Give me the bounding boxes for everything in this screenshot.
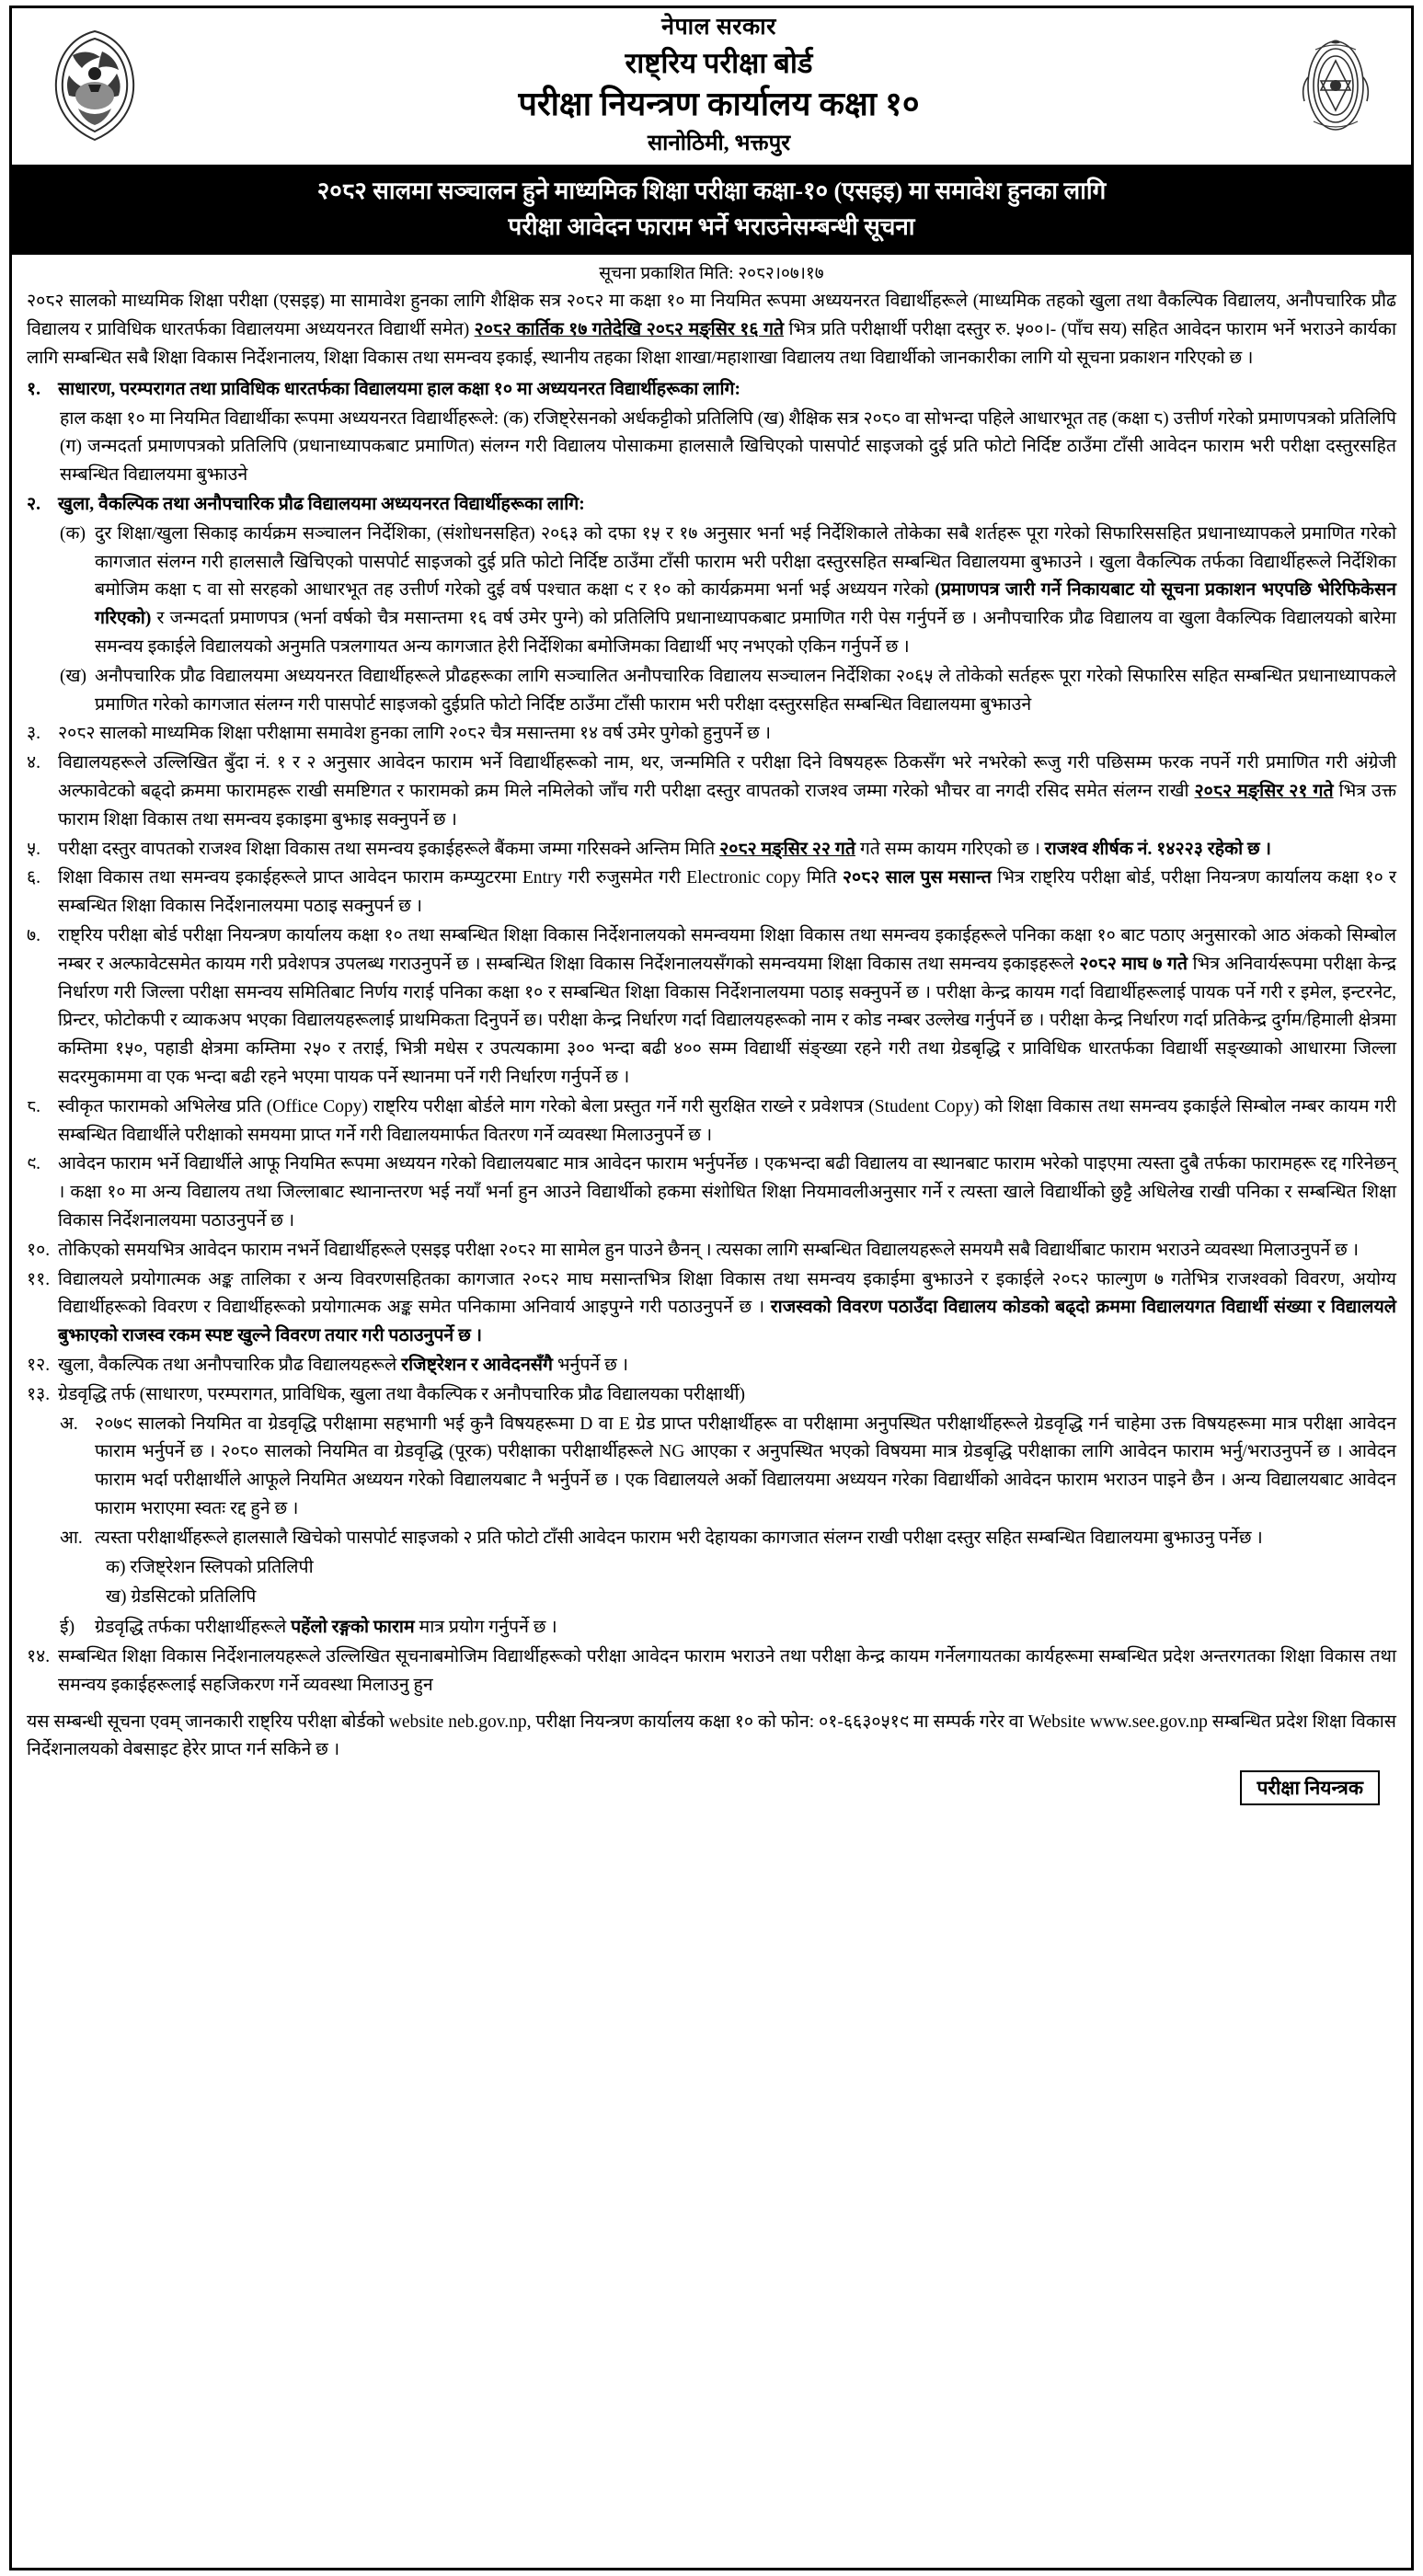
item-13-doc-1: क) रजिष्ट्रेशन स्लिपको प्रतिलिपी bbox=[106, 1557, 314, 1577]
item-11-bold: राजस्वको विवरण पठाउँदा विद्यालय कोडको बढ्दो क्रममा विद्यालयगत विद्यार्थी संख्या र विद्यालयले बुझाएको राजस्व रकम स्पष्ट खुल्ने विवरण तयार गरी पठाउनुपर्ने छ । bbox=[58, 1298, 1396, 1346]
item-7-deadline: २०८२ माघ ७ गते bbox=[1079, 954, 1188, 974]
item-13-sub-a bbox=[27, 1411, 1396, 1524]
item-10-number: १०. bbox=[27, 1240, 51, 1260]
item-13 bbox=[27, 1381, 1396, 1410]
item-5 bbox=[27, 836, 1396, 864]
item-6-text-b: भित्र राष्ट्रिय परीक्षा बोर्ड, परीक्षा नियन्त्रण कार्यालय कक्षा १० र सम्बन्धित शिक्षा विकास निर्देशनालयमा पठाइ सक्नुपर्न छ । bbox=[58, 868, 1396, 917]
item-9-body: आवेदन फाराम भर्ने विद्यार्थीले आफू नियमित रूपमा अध्ययन गरेको विद्यालयबाट मात्र आवेदन फाराम भर्नुपर्नेछ । एकभन्दा बढी विद्यालय वा स्थानबाट फाराम भरेको पाइएमा त्यस्ता दुबै तर्फका फारामहरू रद्द गरिनेछन् । कक्षा १० मा अन्य विद्यालय तथा जिल्लाबाट स्थानान्तरण भई नयाँ भर्ना हुन आउने विद्यार्थीको हकमा संशोधित शिक्षा नियमावलीअनुसार गर्ने र त्यस्ता खाले विद्यार्थीको छुट्टै अधिलेख राखी पनिका र सम्बन्धित शिक्षा विकास निर्देशनालयमा पठाउनुपर्ने छ । bbox=[58, 1154, 1396, 1231]
item-1-body: हाल कक्षा १० मा नियमित विद्यार्थीका रूपमा अध्ययनरत विद्यार्थीहरूले: (क) रजिष्ट्रेसनको अर्धकट्टीको प्रतिलिपि (ख) शैक्षिक सत्र २०८० वा सोभन्दा पहिले आधारभूत तह (कक्षा ८) उत्तीर्ण गरेको प्रमाणपत्रको प्रतिलिपि (ग) जन्मदर्ता प्रमाणपत्रको प्रतिलिपि (प्रधानाध्यापकबाट प्रमाणित) संलग्न गरी विद्यालय पोसाकमा हालसालै खिचिएको पासपोर्ट साइजको दुई प्रति फोटो निर्दिष्ट ठाउँमा टाँसी आवेदन फाराम भरी परीक्षा दस्तुरसहित सम्बन्धित विद्यालयमा बुझाउने bbox=[60, 408, 1396, 486]
item-8-number: ८. bbox=[27, 1096, 41, 1116]
item-12-text-a: खुला, वैकल्पिक तथा अनौपचारिक प्रौढ विद्यालयहरूले bbox=[58, 1355, 402, 1375]
item-3-body: २०८२ सालको माध्यमिक शिक्षा परीक्षामा समावेश हुनका लागि २०८२ चैत्र मसान्तमा १४ वर्ष उमेर पुगेको हुनुपर्ने छ । bbox=[58, 724, 772, 744]
item-5-text-a: परीक्षा दस्तुर वापतको राजश्व शिक्षा विकास तथा समन्वय इकाईहरूले बैंकमा जम्मा गरिसक्ने अन्तिम मिति bbox=[58, 839, 720, 859]
item-2-sub-ka-text-c: र जन्मदर्ता प्रमाणपत्र (भर्ना वर्षको चैत्र मसान्तमा १६ वर्ष उमेर पुग्ने) को प्रतिलिपि प्रधानाध्यापकबाट प्रमाणित गरी पेस गर्नुपर्ने छ । अनौपचारिक प्रौढ विद्यालय वा खुला वैकल्पिक विद्यालयको बारेमा समन्वय इकाईले विद्यालयको अनुमति पत्रलगायत अन्य कागजात हेरी निर्देशिका बमोजिमका विद्यार्थी भए नभएको एकिन गर्नुपर्ने छ । bbox=[95, 609, 1396, 658]
item-11-body bbox=[58, 1266, 1396, 1351]
item-2-sub-ka bbox=[27, 521, 1396, 662]
item-10 bbox=[27, 1237, 1396, 1265]
item-7-number: ७. bbox=[27, 926, 41, 946]
item-13-sub-aa-label: आ. bbox=[60, 1528, 83, 1548]
board-line: राष्ट्रिय परीक्षा बोर्ड bbox=[625, 46, 813, 79]
item-9-number: ९. bbox=[27, 1154, 41, 1174]
item-12-bold: रजिष्ट्रेशन र आवेदनसँगै bbox=[401, 1355, 553, 1375]
item-4-text-b: भित्र उक्त फाराम शिक्षा विकास तथा समन्वय इकाइमा बुझाइ सक्नुपर्ने छ । bbox=[58, 782, 1396, 830]
item-11-number: ११. bbox=[27, 1269, 51, 1289]
footer-contact-note: यस सम्बन्धी सूचना एवम् जानकारी राष्ट्रिय परीक्षा बोर्डको website neb.gov.np, परीक्षा नियन्त्रण कार्यालय कक्षा १० को फोन: ०१-६६३०५१९ मा सम्पर्क गरेर वा Website www.see.gov.np सम्बन्धित प्रदेश शिक्षा विकास निर्देशनालयको वेबसाइट हेरेर प्राप्त गर्न सकिने छ । bbox=[27, 1712, 1396, 1760]
item-2-sub-kha-body: अनौपचारिक प्रौढ विद्यालयमा अध्ययनरत विद्यार्थीहरूले प्रौढहरूका लागि सञ्चालित अनौपचारिक विद्यालय सञ्चालन निर्देशिका २०६५ ले तोकेको सर्तहरू पूरा गरेको सिफारिस सहित सम्बन्धित प्रधानाध्यापकले प्रमाणित गरेको कागजात संलग्न गरी पासपोर्ट साइजको दुईप्रति फोटो निर्दिष्ट ठाउँमा टाँसी फाराम भरी परीक्षा दस्तुरसहित सम्बन्धित विद्यालयमा बुझाउने bbox=[95, 666, 1396, 715]
item-3-number: ३. bbox=[27, 724, 41, 744]
intro-text-2: भित्र प्रति परीक्षार्थी परीक्षा दस्तुर रु. ५००।- (पाँच सय) सहित आवेदन फाराम भर्ने भराउने कार्यका लागि सम्बन्धित सबै शिक्षा विकास निर्देशनालय, शिक्षा विकास तथा समन्वय इकाई, स्थानीय तहका शिक्षा शाखा/महाशाखा विद्यालय तथा विद्यार्थीको जानकारीका लागि यो सूचना प्रकाशन गरिएको छ । bbox=[27, 320, 1396, 369]
notice-border bbox=[9, 6, 1414, 2570]
banner-line-2: परीक्षा आवेदन फाराम भर्ने भराउनेसम्बन्धी सूचना bbox=[508, 213, 915, 241]
item-13-sub-e bbox=[27, 1614, 1396, 1643]
item-10-body: तोकिएको समयभित्र आवेदन फाराम नभर्ने विद्यार्थीहरूले एसइइ परीक्षा २०८२ मा सामेल हुन पाउने छैनन् । त्यसका लागि सम्बन्धित विद्यालयहरूले समयमै सबै विद्यार्थीबाट फाराम भराउने व्यवस्था मिलाउनुपर्ने छ । bbox=[58, 1240, 1360, 1260]
notice-content bbox=[12, 286, 1411, 1700]
item-11 bbox=[27, 1266, 1396, 1351]
item-13-sub-e-bold: पहेंलो रङ्गको फाराम bbox=[291, 1618, 415, 1638]
item-13-sub-e-text-a: ग्रेडवृद्धि तर्फका परीक्षार्थीहरूले bbox=[95, 1618, 292, 1638]
intro-date-highlight: २०८२ कार्तिक १७ गतेदेखि २०८२ मङ्सिर १६ गते bbox=[474, 320, 785, 340]
item-14 bbox=[27, 1643, 1396, 1700]
item-2-sub-kha bbox=[27, 663, 1396, 720]
item-13-sub-aa bbox=[27, 1525, 1396, 1553]
item-1-heading: साधारण, परम्परागत तथा प्राविधिक धारतर्फका विद्यालयमा हाल कक्षा १० मा अध्ययनरत विद्यार्थीहरूका लागि: bbox=[58, 379, 740, 399]
item-13-sub-e-label: ई) bbox=[60, 1618, 75, 1638]
item-13-number: १३. bbox=[27, 1384, 51, 1404]
item-2-sub-ka-text-a: दुर शिक्षा/खुला सिकाइ कार्यक्रम सञ्चालन निर्देशिका, (संशोधनसहित) २०६३ को दफा १५ र १७ अनुसार भर्ना भई निर्देशिकाले तोकेका सबै शर्तहरू पूरा गरेको सिफारिससहित प्रधानाध्यापकले प्रमाणित गरेको कागजात संलग्न गरी हालसालै खिचिएको पासपोर्ट साइजको दुई प्रति फोटो निर्दिष्ट ठाउँमा टाँसी फाराम भरी परीक्षा दस्तुरसहित सम्बन्धित विद्यालयमा बुझाउने । खुला वैकल्पिक तर्फका विद्यार्थीहरूले निर्देशिका बमोजिम कक्षा ८ वा सो सरहको आधारभूत तह उत्तीर्ण गरेको दुई वर्ष पश्चात कक्षा ९ र १० को कार्यक्रममा भर्ना भई अध्ययन गरेको bbox=[95, 523, 1396, 601]
item-5-body bbox=[58, 836, 1396, 864]
item-2 bbox=[27, 491, 1396, 520]
item-3 bbox=[27, 720, 1396, 749]
item-9 bbox=[27, 1151, 1396, 1235]
item-6-text-a: शिक्षा विकास तथा समन्वय इकाईहरूले प्राप्त आवेदन फाराम कम्प्युटरमा Entry गरी रुजुसमेत गरी Electronic copy मिति bbox=[58, 868, 843, 888]
item-13-heading: ग्रेडवृद्धि तर्फ (साधारण, परम्परागत, प्राविधिक, खुला तथा वैकल्पिक र अनौपचारिक प्रौढ विद्यालयका परीक्षार्थी) bbox=[58, 1384, 745, 1404]
item-13-doc-2: ख) ग्रेडसिटको प्रतिलिपि bbox=[106, 1587, 257, 1608]
item-6-body bbox=[58, 864, 1396, 922]
item-6 bbox=[27, 864, 1396, 922]
item-5-number: ५. bbox=[27, 839, 41, 859]
item-7-text-a: राष्ट्रिय परीक्षा बोर्ड परीक्षा नियन्त्रण कार्यालय कक्षा १० तथा सम्बन्धित शिक्षा विकास निर्देशनालयको समन्वयमा शिक्षा विकास तथा समन्वय इकाईहरूले पनिका कक्षा १० बाट पठाए अनुसारको आठ अंकको सिम्बोल नम्बर र अल्फावेटसमेत कायम गरी प्रवेशपत्र उपलब्ध गराउनुपर्ने छ । सम्बन्धित शिक्षा विकास निर्देशनालयसँगको समन्वयमा शिक्षा विकास तथा समन्वय इकाइहरूले bbox=[58, 926, 1396, 974]
item-14-number: १४. bbox=[27, 1646, 51, 1666]
place-line: सानोठिमी, भक्तपुर bbox=[647, 132, 791, 156]
item-2-sub-ka-bold: (प्रमाणपत्र जारी गर्ने निकायबाट यो सूचना प्रकाशन भएपछि भेरिफिकेसन गरिएको) bbox=[95, 580, 1396, 629]
intro-text-1: २०८२ सालको माध्यमिक शिक्षा परीक्षा (एसइइ) मा सामावेश हुनका लागि शैक्षिक सत्र २०८२ मा कक्षा १० मा नियमित रूपमा अध्ययनरत विद्यार्थीहरूले (माध्यमिक तहको खुला तथा वैकल्पिक विद्यालय, अनौपचारिक प्रौढ विद्यालय र प्राविधिक धारतर्फका विद्यालयमा अध्ययनरत विद्यार्थी समेत) bbox=[27, 292, 1396, 340]
item-4 bbox=[27, 750, 1396, 834]
item-1 bbox=[27, 376, 1396, 405]
publication-date: सूचना प्रकाशित मिति: २०८२।०७।१७ bbox=[599, 264, 824, 284]
notice-banner bbox=[12, 165, 1411, 255]
item-2-heading: खुला, वैकल्पिक तथा अनौपचारिक प्रौढ विद्यालयमा अध्ययनरत विद्यार्थीहरूका लागि: bbox=[58, 495, 585, 515]
item-2-number: २. bbox=[27, 495, 41, 515]
item-13-sub-a-label: अ. bbox=[60, 1414, 78, 1434]
item-4-text-a: विद्यालयहरूले उल्लिखित बुँदा नं. १ र २ अनुसार आवेदन फाराम भर्ने विद्यार्थीहरूको नाम, थर, जन्ममिति र परीक्षा दिने विषयहरू ठिकसँग भरे नभरेको रूजु गरी पछिसम्म फरक नपर्ने गरी प्रमाणित गरी अंग्रेजी अल्फावेटको बढ्दो क्रममा फारामहरू राखी समष्टिगत र फारामको क्रम मिले नमिलेको जाँच गरी परीक्षा दस्तुर वापतको राजश्व जम्मा गरेको भौचर वा नगदी रसिद समेत संलग्न राखी bbox=[58, 753, 1396, 802]
item-13-sub-e-body bbox=[95, 1614, 1396, 1643]
item-8-body: स्वीकृत फारामको अभिलेख प्रति (Office Copy) राष्ट्रिय परीक्षा बोर्डले माग गरेको बेला प्रस्तुत गर्ने गरी सुरक्षित राख्ने र प्रवेशपत्र (Student Copy) को शिक्षा विकास तथा समन्वय इकाईले सिम्बोल नम्बर कायम गरी सम्बन्धित विद्यार्थीले परीक्षाको समयमा प्राप्त गर्ने गरी विद्यालयमार्फत वितरण गर्ने व्यवस्था मिलाउनुपर्ने छ । bbox=[58, 1096, 1396, 1145]
item-12-text-b: भर्नुपर्ने छ । bbox=[552, 1355, 629, 1375]
item-2-sub-kha-label: (ख) bbox=[60, 666, 86, 686]
item-1-number: १. bbox=[27, 379, 41, 399]
item-6-number: ६. bbox=[27, 868, 41, 888]
masthead bbox=[12, 8, 1411, 159]
item-13-sub-e-text-b: मात्र प्रयोग गर्नुपर्ने छ । bbox=[414, 1618, 557, 1638]
item-13-sub-aa-body: त्यस्ता परीक्षार्थीहरूले हालसालै खिचेको पासपोर्ट साइजको २ प्रति फोटो टाँसी आवेदन फाराम भरी देहायका कागजात संलग्न राखी परीक्षा दस्तुर सहित सम्बन्धित विद्यालयमा बुझाउनु पर्नेछ । bbox=[95, 1528, 1263, 1548]
item-7 bbox=[27, 922, 1396, 1093]
national-examination-board-logo bbox=[1291, 31, 1380, 140]
item-4-deadline: २०८२ मङ्सिर २१ गते bbox=[1194, 782, 1334, 802]
office-line: परीक्षा नियन्त्रण कार्यालय कक्षा १० bbox=[518, 86, 920, 123]
item-5-text-b: गते सम्म कायम गरिएको छ । bbox=[855, 839, 1045, 859]
item-7-body bbox=[58, 922, 1396, 1093]
item-5-revenue-code: राजश्व शीर्षक नं. १४२२३ रहेको छ । bbox=[1044, 839, 1271, 859]
item-5-deadline: २०८२ मङ्सिर २२ गते bbox=[719, 839, 855, 859]
controller-of-examinations-signature: परीक्षा नियन्त्रक bbox=[1240, 1770, 1380, 1805]
item-11-text-a: विद्यालयले प्रयोगात्मक अङ्क तालिका र अन्य विवरणसहितका कागजात २०८२ माघ मसान्तभित्र शिक्षा विकास तथा समन्वय इकाईमा बुझाउने र इकाईले २०८२ फाल्गुण ७ गतेभित्र राजश्वको विवरण, अयोग्य विद्यार्थीहरूको विवरण र विद्यार्थीहरूको प्रयोगात्मक अङ्क समेत पनिकामा अनिवार्य आइपुग्ने गरी पठाउनुपर्ने छ । bbox=[58, 1269, 1396, 1318]
item-4-body bbox=[58, 750, 1396, 834]
nepal-government-emblem bbox=[43, 27, 146, 144]
item-12-number: १२. bbox=[27, 1355, 51, 1375]
masthead-titles bbox=[146, 14, 1291, 157]
item-12-body bbox=[58, 1352, 1396, 1380]
item-6-deadline: २०८२ साल पुस मसान्त bbox=[842, 868, 992, 888]
item-2-sub-ka-body bbox=[95, 521, 1396, 662]
item-12 bbox=[27, 1352, 1396, 1380]
item-13-sub-a-body: २०७९ सालको नियमित वा ग्रेडवृद्धि परीक्षामा सहभागी भई कुनै विषयहरूमा D वा E ग्रेड प्राप्त परीक्षार्थीहरू वा परीक्षामा अनुपस्थित परीक्षार्थीहरूले ग्रेडवृद्धि गर्न चाहेमा उक्त विषयहरूमा मात्र परीक्षा आवेदन फाराम भर्नुपर्ने छ । २०८० सालको नियमित वा ग्रेडवृद्धि (पूरक) परीक्षाका परीक्षार्थीहरूले NG आएका र अनुपस्थित भएको विषयमा मात्र ग्रेडबृद्धि परीक्षाका लागि आवेदन फाराम भर्नु/भराउनुपर्ने छ । आवेदन फाराम भर्दा परीक्षार्थीले आफूले नियमित अध्ययन गरेको विद्यालयबाट नै भर्नुपर्ने छ । एक विद्यालयले अर्को विद्यालयमा अध्ययन गरेका विद्यार्थीको आवेदन फाराम भराउन पाइने छैन । अन्य विद्यालयबाट आवेदन फाराम भराएमा स्वतः रद्द हुने छ । bbox=[95, 1414, 1396, 1518]
signature-row bbox=[12, 1765, 1411, 1815]
banner-line-1: २०८२ सालमा सञ्चालन हुने माध्यमिक शिक्षा परीक्षा कक्षा-१० (एसइइ) मा समावेश हुनका लागि bbox=[316, 177, 1107, 205]
intro-paragraph bbox=[27, 288, 1396, 372]
government-line: नेपाल सरकार bbox=[661, 15, 776, 40]
item-4-number: ४. bbox=[27, 753, 41, 773]
item-2-sub-ka-label: (क) bbox=[60, 523, 86, 544]
item-7-text-b: भित्र अनिवार्यरूपमा परीक्षा केन्द्र निर्धारण गरी जिल्ला परीक्षा समन्वय समितिबाट निर्णय गराई पनिका कक्षा १० र सम्बन्धित शिक्षा विकास निर्देशनालयमा पठाइ सक्नुपर्ने छ । परीक्षा केन्द्र कायम गर्दा विद्यार्थीहरूलाई पायक पर्ने गरी र इमेल, इन्टरनेट, प्रिन्टर, फोटोकपी र व्याकअप भएका विद्यालयहरूलाई प्राथमिकता दिनुपर्ने छ। परीक्षा केन्द्र निर्धारण गर्दा विद्यालयहरूको नाम र कोड नम्बर उल्लेख गर्नुपर्ने छ । परीक्षा केन्द्र निर्धारण गर्दा प्रतिकेन्द्र दुर्गम/हिमाली क्षेत्रमा कम्तिमा १५०, पहाडी क्षेत्रमा कम्तिमा २५० र तराई, भित्री मधेस र उपत्यकामा ३०० भन्दा बढी ४०० सम्म विद्यार्थी संङ्ख्या रहने गरी तथा ग्रेडबृद्धि र प्राविधिक धारतर्फका विद्यार्थी सङ्ख्याको आधारमा जिल्ला सदरमुकाममा वा एक भन्दा बढी रहने भएमा पायक पर्ने स्थानमा पर्ने गरी निर्धारण गर्नुपर्ने छ । bbox=[58, 954, 1397, 1087]
item-8 bbox=[27, 1093, 1396, 1151]
item-14-body: सम्बन्धित शिक्षा विकास निर्देशनालयहरूले उल्लिखित सूचनाबमोजिम विद्यार्थीहरूको परीक्षा आवेदन फाराम भराउने तथा परीक्षा केन्द्र कायम गर्नेलगायतका कार्यहरूमा सम्बन्धित प्रदेश अन्तरगतका शिक्षा विकास तथा समन्वय इकाईहरूलाई सहजिकरण गर्ने व्यवस्था मिलाउनु हुन bbox=[58, 1646, 1396, 1695]
